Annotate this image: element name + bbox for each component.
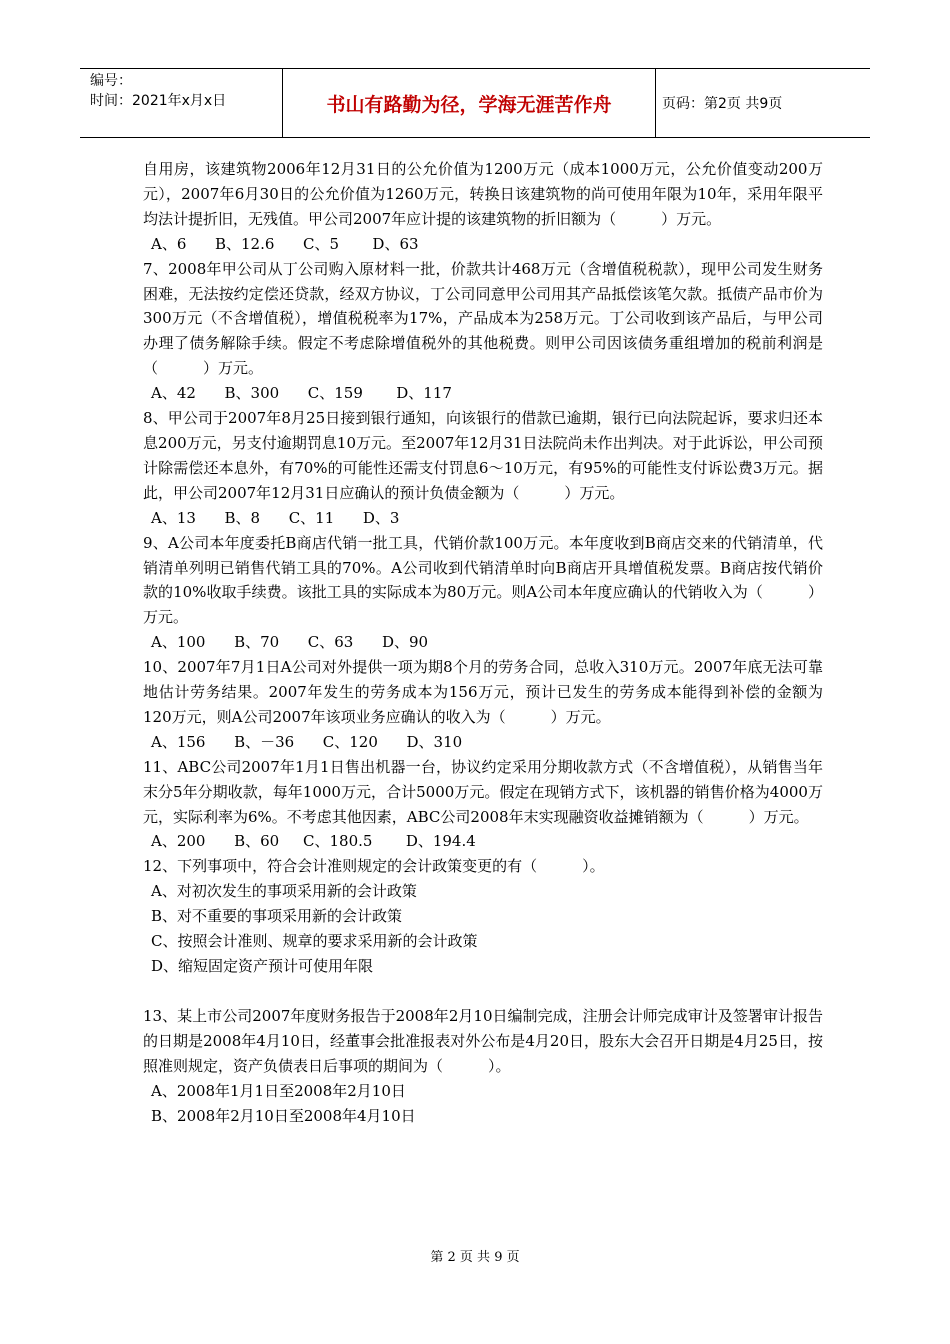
question-10-text: 10、2007年7月1日A公司对外提供一项为期8个月的劳务合同，总收入310万元。2007年底无法可靠地估计劳务结果。2007年发生的劳务成本为156万元，预计已发生的劳务成本能得到补偿的金额为120万元，则A公司2007年该项业务应确认的收入为（ ）万元。 <box>143 658 823 726</box>
question-11-options: A、200 B、60 C、180.5 D、194.4 <box>151 832 476 851</box>
paragraph-gap <box>143 979 823 1004</box>
question-13-text: 13、某上市公司2007年度财务报告于2008年2月10日编制完成，注册会计师完成审计及签署审计报告的日期是2008年4月10日，经董事会批准报表对外公布是4月20日，股东大会召开日期是4月25日，按照准则规定，资产负债表日后事项的期间为（ ）。 <box>143 1006 823 1075</box>
question-9-text: 9、A公司本年度委托B商店代销一批工具，代销价款100万元。本年度收到B商店交来的代销清单，代销清单列明已销售代销工具的70%。A公司收到代销清单时向B商店开具增值税发票。B商店按代销价款的10%收取手续费。该批工具的实际成本为80万元。则A公司本年度应确认的代销收入为（ ）万元。 <box>143 533 823 627</box>
question-13-option-b: B、2008年2月10日至2008年4月10日 <box>151 1106 416 1125</box>
question-13-option-a: A、2008年1月1日至2008年2月10日 <box>151 1081 406 1100</box>
page-header <box>80 68 870 138</box>
page-footer: 第 2 页 共 9 页 <box>430 1250 520 1265</box>
question-7-text: 7、2008年甲公司从丁公司购入原材料一批，价款共计468万元（含增值税税款），现甲公司发生财务困难，无法按约定偿还贷款，经双方协议，丁公司同意甲公司用其产品抵偿该笔欠款。抵债产品市价为300万元（不含增值税），增值税税率为17%，产品成本为258万元。丁公司收到该产品后，与甲公司办理了债务解除手续。假定不考虑除增值税外的其他税费。则甲公司因该债务重组增加的税前利润是（ ）万元。 <box>143 259 823 378</box>
question-12-option-c: C、按照会计准则、规章的要求采用新的会计政策 <box>151 932 478 951</box>
question-8-options: A、13 B、8 C、11 D、3 <box>151 508 400 527</box>
question-7-options: A、42 B、300 C、159 D、117 <box>151 384 452 403</box>
document-body <box>143 157 823 1128</box>
header-motto: 书山有路勤为径，学海无涯苦作舟 <box>282 69 656 137</box>
question-12-option-d: D、缩短固定资产预计可使用年限 <box>151 957 374 975</box>
question-6-options: A、6 B、12.6 C、5 D、63 <box>151 234 419 253</box>
document-number-label: 编号： <box>90 73 132 89</box>
question-11-text: 11、ABC公司2007年1月1日售出机器一台，协议约定采用分期收款方式（不含增值税），从销售当年末分5年分期收款，每年1000万元，合计5000万元。假定在现销方式下，该机器的销售价格为4000万元，实际利率为6%。不考虑其他因素，ABC公司2008年末实现融资收益摊销额为（ ）万元。 <box>143 757 823 826</box>
question-10-options: A、156 B、－36 C、120 D、310 <box>151 732 463 751</box>
header-meta <box>80 69 282 137</box>
question-12-option-b: B、对不重要的事项采用新的会计政策 <box>151 907 403 926</box>
header-page-info: 页码：第2页 共9页 <box>662 96 783 112</box>
question-9-options: A、100 B、70 C、63 D、90 <box>151 633 429 652</box>
question-12-text: 12、下列事项中，符合会计准则规定的会计政策变更的有（ ）。 <box>143 857 605 876</box>
question-8-text: 8、甲公司于2007年8月25日接到银行通知，向该银行的借款已逾期，银行已向法院起诉，要求归还本息200万元，另支付逾期罚息10万元。至2007年12月31日法院尚未作出判决。对于此诉讼，甲公司预计除需偿还本息外，有70%的可能性还需支付罚息6～10万元，有95%的可能性支付诉讼费3万元。据此，甲公司2007年12月31日应确认的预计负债金额为（ ）万元。 <box>143 409 823 502</box>
document-time-label: 时间：2021年x月x日 <box>90 93 227 109</box>
question-6-text: 自用房，该建筑物2006年12月31日的公允价值为1200万元（成本1000万元，公允价值变动200万元），2007年6月30日的公允价值为1260万元，转换日该建筑物的尚可使用年限为10年，采用年限平均法计提折旧，无残值。甲公司2007年应计提的该建筑物的折旧额为（ ）万元。 <box>143 160 823 228</box>
question-12-option-a: A、对初次发生的事项采用新的会计政策 <box>151 882 417 901</box>
